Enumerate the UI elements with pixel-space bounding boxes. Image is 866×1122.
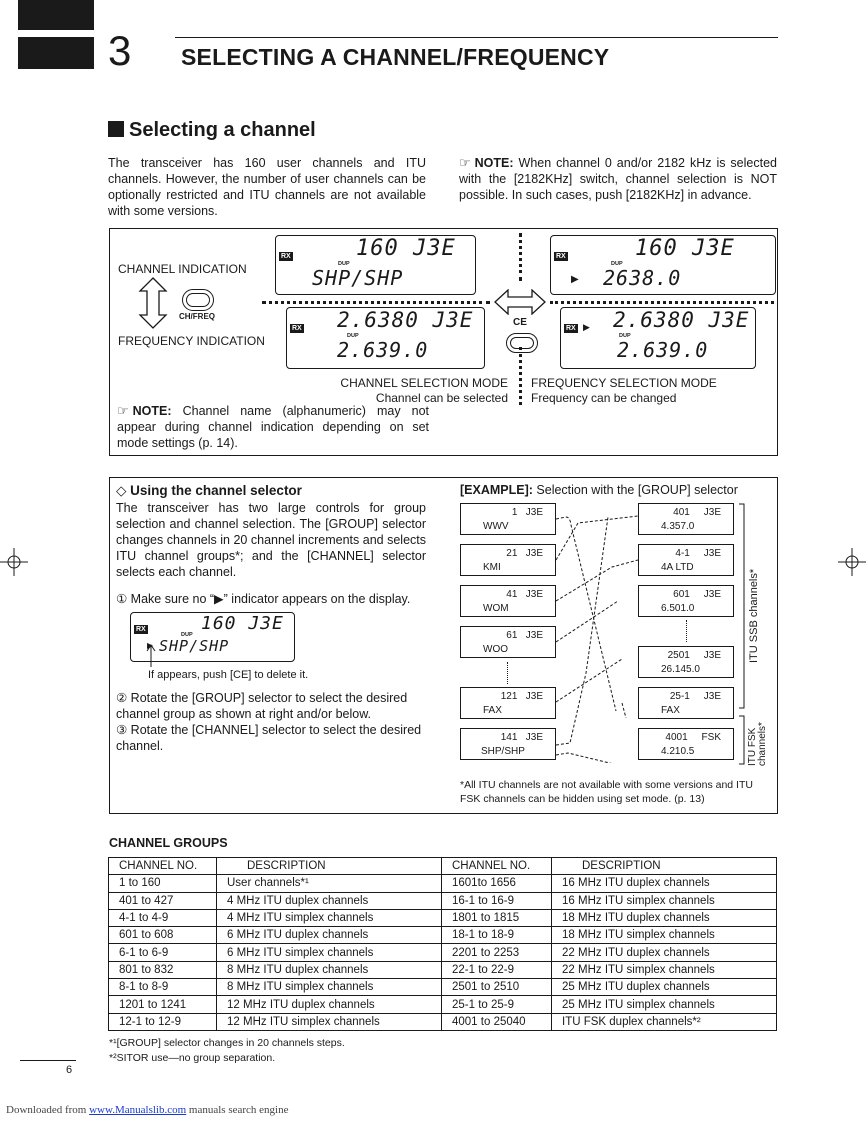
example-left-1: [460, 544, 556, 576]
channel-range-cell: 25-1 to 25-9: [442, 996, 552, 1013]
pointing-hand-icon: ☞: [117, 403, 129, 418]
channel-name: FAX: [483, 705, 502, 716]
table-row: [109, 927, 777, 944]
channel-name: 4A LTD: [661, 562, 694, 573]
channel-range-cell: 2501 to 2510: [442, 979, 552, 996]
channel-range-cell: 22-1 to 22-9: [442, 961, 552, 978]
page-number: 6: [66, 1064, 73, 1076]
channel-mode-label: CHANNEL SELECTION MODE: [340, 376, 508, 390]
chapter-rule: [175, 37, 778, 38]
channel-range-cell: 801 to 832: [109, 961, 217, 978]
example-right-0: [638, 503, 734, 535]
intro-note: ☞ NOTE: When channel 0 and/or 2182 kHz is selected with the [2182KHz] switch, channel selection is NOT possible. In such cases, push [2182KHz] in advance.: [459, 155, 777, 202]
description-cell: 8 MHz ITU simplex channels: [217, 979, 442, 996]
table-row: [109, 979, 777, 996]
frequency-mode-label: FREQUENCY SELECTION MODE: [531, 376, 717, 390]
display-note: ☞ NOTE: Channel name (alphanumeric) may not appear during channel indication depending on set mode settings (p. 14).: [117, 403, 429, 450]
ce-button[interactable]: [506, 333, 538, 353]
channel-number: 41 J3E: [506, 589, 543, 600]
triangle-indicator-icon: ▶: [147, 641, 154, 650]
lcd-channel-mode: [275, 235, 476, 295]
rx-indicator: RX: [566, 325, 576, 332]
step-2: ② Rotate the [GROUP] selector to select the desired channel group as shown at right and/or below.: [116, 691, 408, 721]
frequency-indication-label: FREQUENCY INDICATION: [118, 334, 265, 348]
example-left-3: [460, 626, 556, 658]
channel-selector-box: [109, 477, 778, 814]
example-footnote: *All ITU channels are not available with some versions and ITU FSK channels can be hidden using set mode. (p. 13): [460, 779, 753, 805]
lcd-frequency-selected-top: 2.6380 J3E: [613, 308, 750, 332]
channel-name: WOO: [483, 644, 508, 655]
itu-fsk-label: ITU FSK channels*: [747, 722, 768, 766]
channel-name: KMI: [483, 562, 501, 573]
itu-ssb-label: ITU SSB channels*: [748, 568, 760, 663]
description-cell: 6 MHz ITU duplex channels: [217, 927, 442, 944]
ce-label: CE: [513, 317, 527, 328]
lcd-step1-bottom: SHP/SHP: [159, 637, 230, 655]
dup-indicator: DUP: [619, 333, 631, 339]
channel-name: WOM: [483, 603, 509, 614]
left-right-arrow-icon: [494, 289, 546, 315]
channel-range-cell: 12-1 to 12-9: [109, 1013, 217, 1030]
display-modes-diagram: [109, 228, 778, 456]
ch-freq-label: CH/FREQ: [179, 312, 215, 321]
channel-range-cell: 16-1 to 16-9: [442, 892, 552, 909]
channel-range-cell: 4001 to 25040: [442, 1013, 552, 1030]
pointing-hand-icon: ☞: [459, 155, 471, 170]
channel-name: 6.501.0: [661, 603, 695, 614]
diamond-bullet-icon: ◇: [116, 483, 131, 498]
example-left-4: [460, 687, 556, 719]
channel-number: 401 J3E: [673, 507, 721, 518]
lcd-channel-freq-top: 160 J3E: [635, 236, 735, 261]
groups-footnote-2: *²SITOR use—no group separation.: [109, 1052, 276, 1064]
example-right-3: [638, 646, 734, 678]
header-channel-no-2: CHANNEL NO.: [442, 858, 552, 875]
chapter-title: SELECTING A CHANNEL/FREQUENCY: [181, 44, 610, 70]
description-cell: 25 MHz ITU simplex channels: [552, 996, 777, 1013]
channel-range-cell: 401 to 427: [109, 892, 217, 909]
channel-mode-sub: Channel can be selected: [375, 391, 508, 405]
channel-number: 61 J3E: [506, 630, 543, 641]
lcd-channel-bottom: SHP/SHP: [312, 266, 404, 290]
triangle-indicator-icon: ▶: [571, 274, 579, 285]
channel-number: 4001 FSK: [665, 732, 721, 743]
description-cell: 12 MHz ITU simplex channels: [217, 1013, 442, 1030]
description-cell: 25 MHz ITU duplex channels: [552, 979, 777, 996]
description-cell: 4 MHz ITU simplex channels: [217, 909, 442, 926]
channel-range-cell: 1201 to 1241: [109, 996, 217, 1013]
rx-indicator: RX: [556, 253, 566, 260]
description-cell: 8 MHz ITU duplex channels: [217, 961, 442, 978]
lcd-step1-top: 160 J3E: [201, 613, 284, 634]
channel-range-cell: 1801 to 1815: [442, 909, 552, 926]
frequency-mode-sub: Frequency can be changed: [531, 391, 677, 405]
chapter-number: 3: [108, 27, 132, 74]
channel-name: 4.357.0: [661, 521, 695, 532]
table-row: [109, 892, 777, 909]
separator-dots-left: [262, 301, 490, 304]
channel-number: 1 J3E: [511, 507, 543, 518]
example-caption: [EXAMPLE]: Selection with the [GROUP] selector: [460, 483, 738, 497]
lcd-channel-top: 160 J3E: [356, 236, 456, 261]
description-cell: 18 MHz ITU simplex channels: [552, 927, 777, 944]
selector-text: The transceiver has two large controls for group selection and channel selection. The [GROUP] selector changes channels in 20 channel increments and selects ITU channel groups*; and the [CHANNEL] selector selects each channel.: [116, 501, 426, 579]
example-right-1: [638, 544, 734, 576]
example-left-2: [460, 585, 556, 617]
rx-indicator: RX: [292, 325, 302, 332]
description-cell: 12 MHz ITU duplex channels: [217, 996, 442, 1013]
dup-indicator: DUP: [338, 261, 350, 267]
header-description-2: DESCRIPTION: [552, 858, 777, 875]
step-1: ① Make sure no “▶” indicator appears on the display.: [116, 592, 411, 606]
pointer-arrow-icon: [146, 644, 156, 668]
table-row: [109, 1013, 777, 1030]
lcd-frequency-selected-bottom: 2.639.0: [617, 338, 709, 362]
channel-range-cell: 601 to 608: [109, 927, 217, 944]
continuation-dots-right: [686, 620, 687, 642]
example-right-2: [638, 585, 734, 617]
header-description: DESCRIPTION: [217, 858, 442, 875]
channel-number: 25-1 J3E: [669, 691, 721, 702]
channel-name: 4.210.5: [661, 746, 695, 757]
lcd-frequency-mode-selected: [560, 307, 756, 369]
rx-indicator: RX: [136, 626, 146, 633]
table-header-row: [109, 858, 777, 875]
channel-range-cell: 18-1 to 18-9: [442, 927, 552, 944]
channel-range-cell: 1 to 160: [109, 875, 217, 892]
header-channel-no: CHANNEL NO.: [109, 858, 217, 875]
table-row: [109, 875, 777, 892]
table-row: [109, 961, 777, 978]
channel-number: 4-1 J3E: [675, 548, 721, 559]
groups-footnote-1: *¹[GROUP] selector changes in 20 channels steps.: [109, 1037, 345, 1049]
channel-number: 121 J3E: [500, 691, 543, 702]
chapter-tab-top: [18, 0, 94, 30]
continuation-dots-left: [507, 662, 508, 684]
description-cell: 22 MHz ITU simplex channels: [552, 961, 777, 978]
description-cell: 4 MHz ITU duplex channels: [217, 892, 442, 909]
channel-range-cell: 1601to 1656: [442, 875, 552, 892]
table-row: [109, 996, 777, 1013]
dup-indicator: DUP: [611, 261, 623, 267]
separator-dots-vertical-bottom: [519, 347, 522, 405]
channel-name: SHP/SHP: [481, 746, 525, 757]
channel-range-cell: 6-1 to 6-9: [109, 944, 217, 961]
up-down-arrow-icon: [138, 277, 168, 329]
dup-indicator: DUP: [181, 632, 193, 638]
description-cell: User channels*¹: [217, 875, 442, 892]
channel-name: WWV: [483, 521, 509, 532]
description-cell: 6 MHz ITU simplex channels: [217, 944, 442, 961]
channel-number: 141 J3E: [500, 732, 543, 743]
description-cell: 18 MHz ITU duplex channels: [552, 909, 777, 926]
separator-dots-right: [550, 301, 774, 304]
channel-name: 26.145.0: [661, 664, 700, 675]
triangle-indicator-icon: ▶: [583, 322, 590, 332]
example-right-4: [638, 687, 734, 719]
description-cell: 16 MHz ITU duplex channels: [552, 875, 777, 892]
ssb-bracket: [738, 503, 748, 765]
description-cell: 16 MHz ITU simplex channels: [552, 892, 777, 909]
lcd-frequency-mode: [286, 307, 485, 369]
intro-text: The transceiver has 160 user channels and ITU channels. However, the number of user channels can be optionally restricted and ITU channels are not available with some versions.: [108, 156, 426, 218]
example-right-5: [638, 728, 734, 760]
channel-range-cell: 8-1 to 8-9: [109, 979, 217, 996]
lcd-channel-freq-bottom: 2638.0: [603, 266, 682, 290]
example-left-0: [460, 503, 556, 535]
channel-name: FAX: [661, 705, 680, 716]
example-left-5: [460, 728, 556, 760]
channel-indication-label: CHANNEL INDICATION: [118, 262, 247, 276]
channel-groups-title: CHANNEL GROUPS: [109, 836, 228, 850]
step-3: ③ Rotate the [CHANNEL] selector to select the desired channel.: [116, 723, 422, 753]
manualslib-link[interactable]: www.Manualslib.com: [89, 1104, 187, 1116]
ch-freq-button[interactable]: [182, 289, 214, 311]
table-row: [109, 944, 777, 961]
rx-indicator: RX: [281, 253, 291, 260]
channel-range-cell: 2201 to 2253: [442, 944, 552, 961]
chapter-tab-bottom: [18, 37, 94, 69]
separator-dots-vertical-top: [519, 233, 522, 281]
lcd-frequency-bottom: 2.639.0: [337, 338, 429, 362]
section-title: Selecting a channel: [108, 119, 316, 142]
square-bullet-icon: [108, 121, 124, 137]
channel-range-cell: 4-1 to 4-9: [109, 909, 217, 926]
dup-indicator: DUP: [347, 333, 359, 339]
download-footer: Downloaded from www.Manualslib.com manuals search engine: [6, 1104, 289, 1116]
channel-number: 601 J3E: [673, 589, 721, 600]
if-appears-text: If appears, push [CE] to delete it.: [148, 669, 309, 681]
channel-number: 21 J3E: [506, 548, 543, 559]
description-cell: 22 MHz ITU duplex channels: [552, 944, 777, 961]
page-rule: [20, 1060, 76, 1061]
lcd-frequency-top: 2.6380 J3E: [337, 308, 474, 332]
table-row: [109, 909, 777, 926]
channel-groups-table: [108, 857, 777, 1031]
channel-number: 2501 J3E: [667, 650, 721, 661]
description-cell: ITU FSK duplex channels*²: [552, 1013, 777, 1030]
registration-mark-icon: [0, 548, 28, 576]
group-selection-lines: [556, 503, 638, 763]
selector-title: ◇ Using the channel selector: [116, 483, 302, 498]
lcd-channel-freq-mode: [550, 235, 776, 295]
registration-mark-icon: [838, 548, 866, 576]
